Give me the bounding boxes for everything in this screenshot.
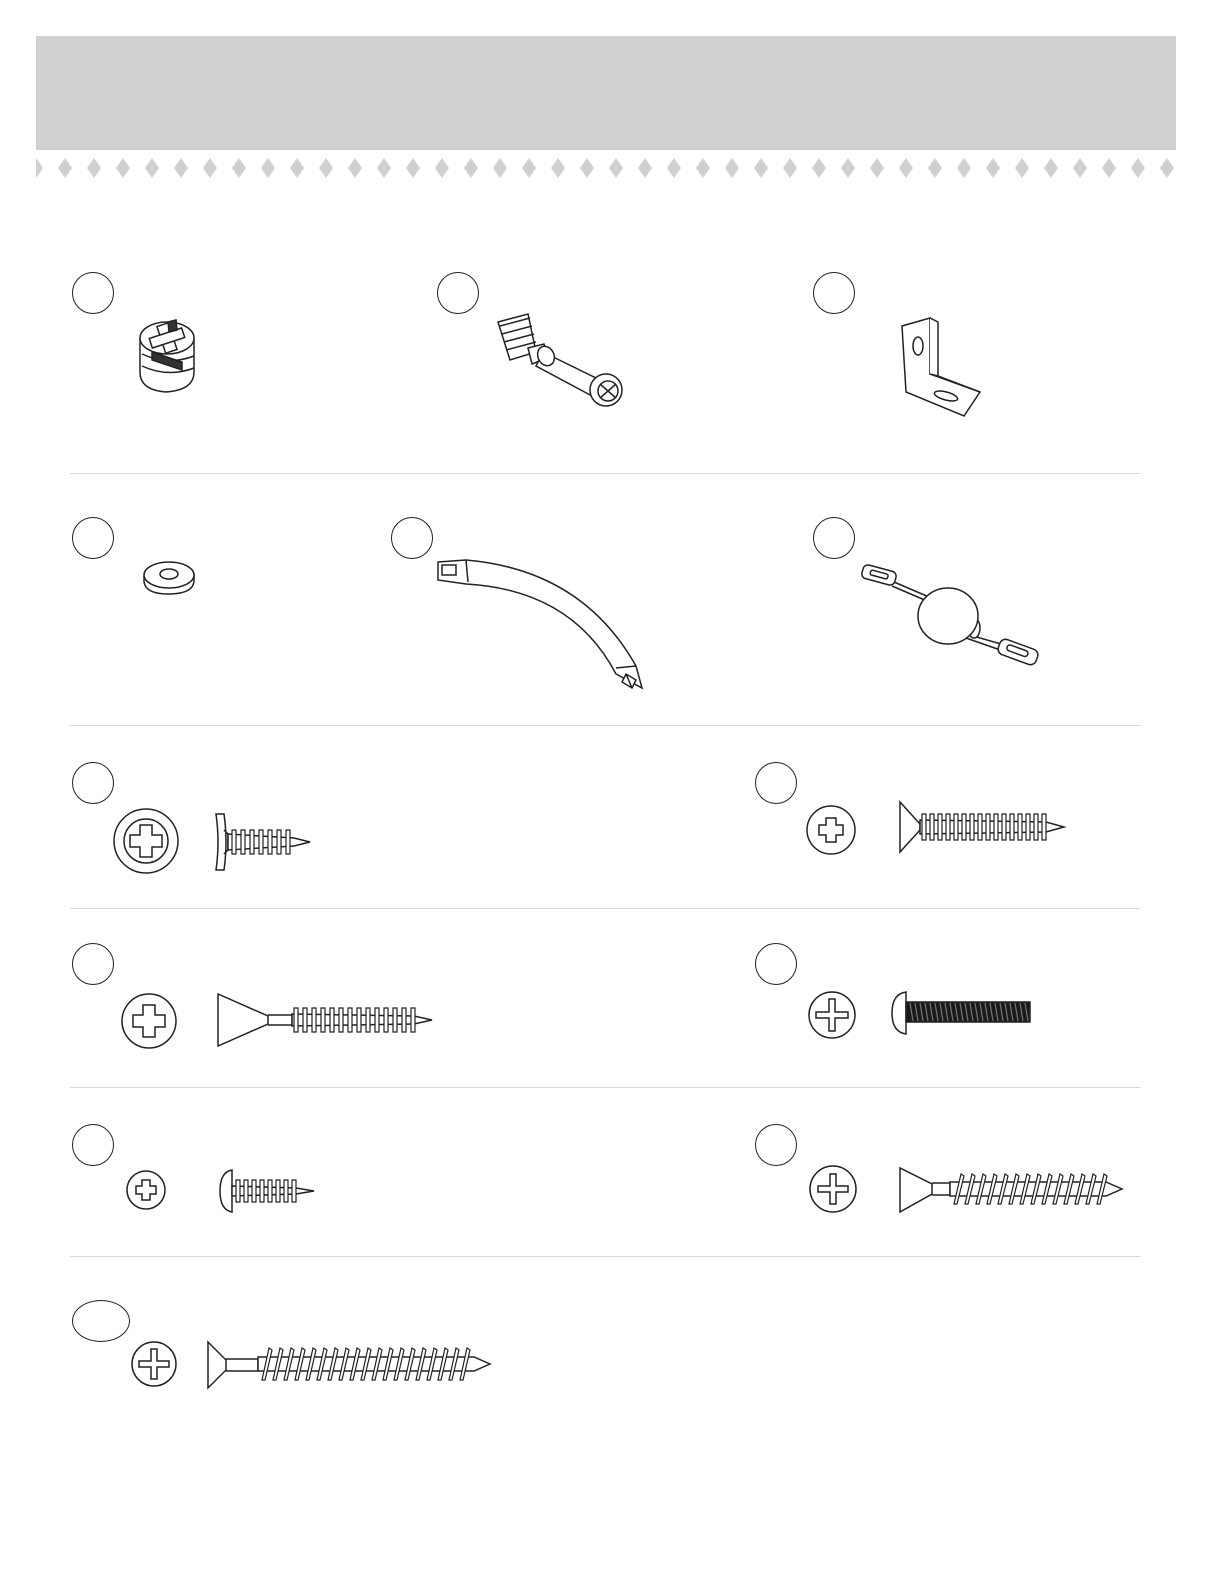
machine-screw-icon (888, 990, 1034, 1036)
row-divider (70, 725, 1140, 726)
curved-handle-icon (432, 556, 652, 698)
wood-screw-icon (204, 1340, 496, 1390)
part-number-circle (755, 943, 797, 985)
diamond-border-decoration (36, 150, 1176, 186)
part-number-circle (813, 517, 855, 559)
wire-strap-icon (858, 564, 1044, 670)
wood-screw-head-icon (809, 1165, 857, 1213)
cam-lock-icon (128, 310, 218, 400)
washer-head-screw-icon (210, 812, 316, 872)
pan-head-screw-icon (216, 1168, 320, 1214)
part-number-circle (72, 272, 114, 314)
header-band (36, 36, 1176, 150)
part-number-circle (755, 1124, 797, 1166)
part-number-circle (391, 517, 433, 559)
row-divider (70, 473, 1140, 474)
row-divider (70, 908, 1140, 909)
part-number-circle (437, 272, 479, 314)
part-number-circle (72, 1124, 114, 1166)
washer-icon (142, 558, 198, 598)
row-divider (70, 1256, 1140, 1257)
part-number-oval (72, 1300, 130, 1342)
part-number-circle (813, 272, 855, 314)
flat-head-screw-icon (214, 992, 436, 1048)
washer-head-screw-head-icon (113, 808, 179, 874)
part-number-circle (72, 943, 114, 985)
pan-head-screw-head-icon (126, 1170, 166, 1210)
machine-screw-head-icon (808, 991, 856, 1039)
cam-bolt-icon (488, 308, 638, 418)
part-number-circle (755, 762, 797, 804)
flat-head-screw-icon (896, 800, 1066, 854)
wood-screw-icon (896, 1166, 1128, 1214)
row-divider (70, 1087, 1140, 1088)
wood-screw-head-icon (131, 1341, 177, 1387)
part-number-circle (72, 517, 114, 559)
flat-head-screw-head-icon (806, 805, 856, 855)
l-bracket-icon (890, 314, 990, 418)
flat-head-screw-head-icon (121, 993, 177, 1049)
part-number-circle (72, 762, 114, 804)
